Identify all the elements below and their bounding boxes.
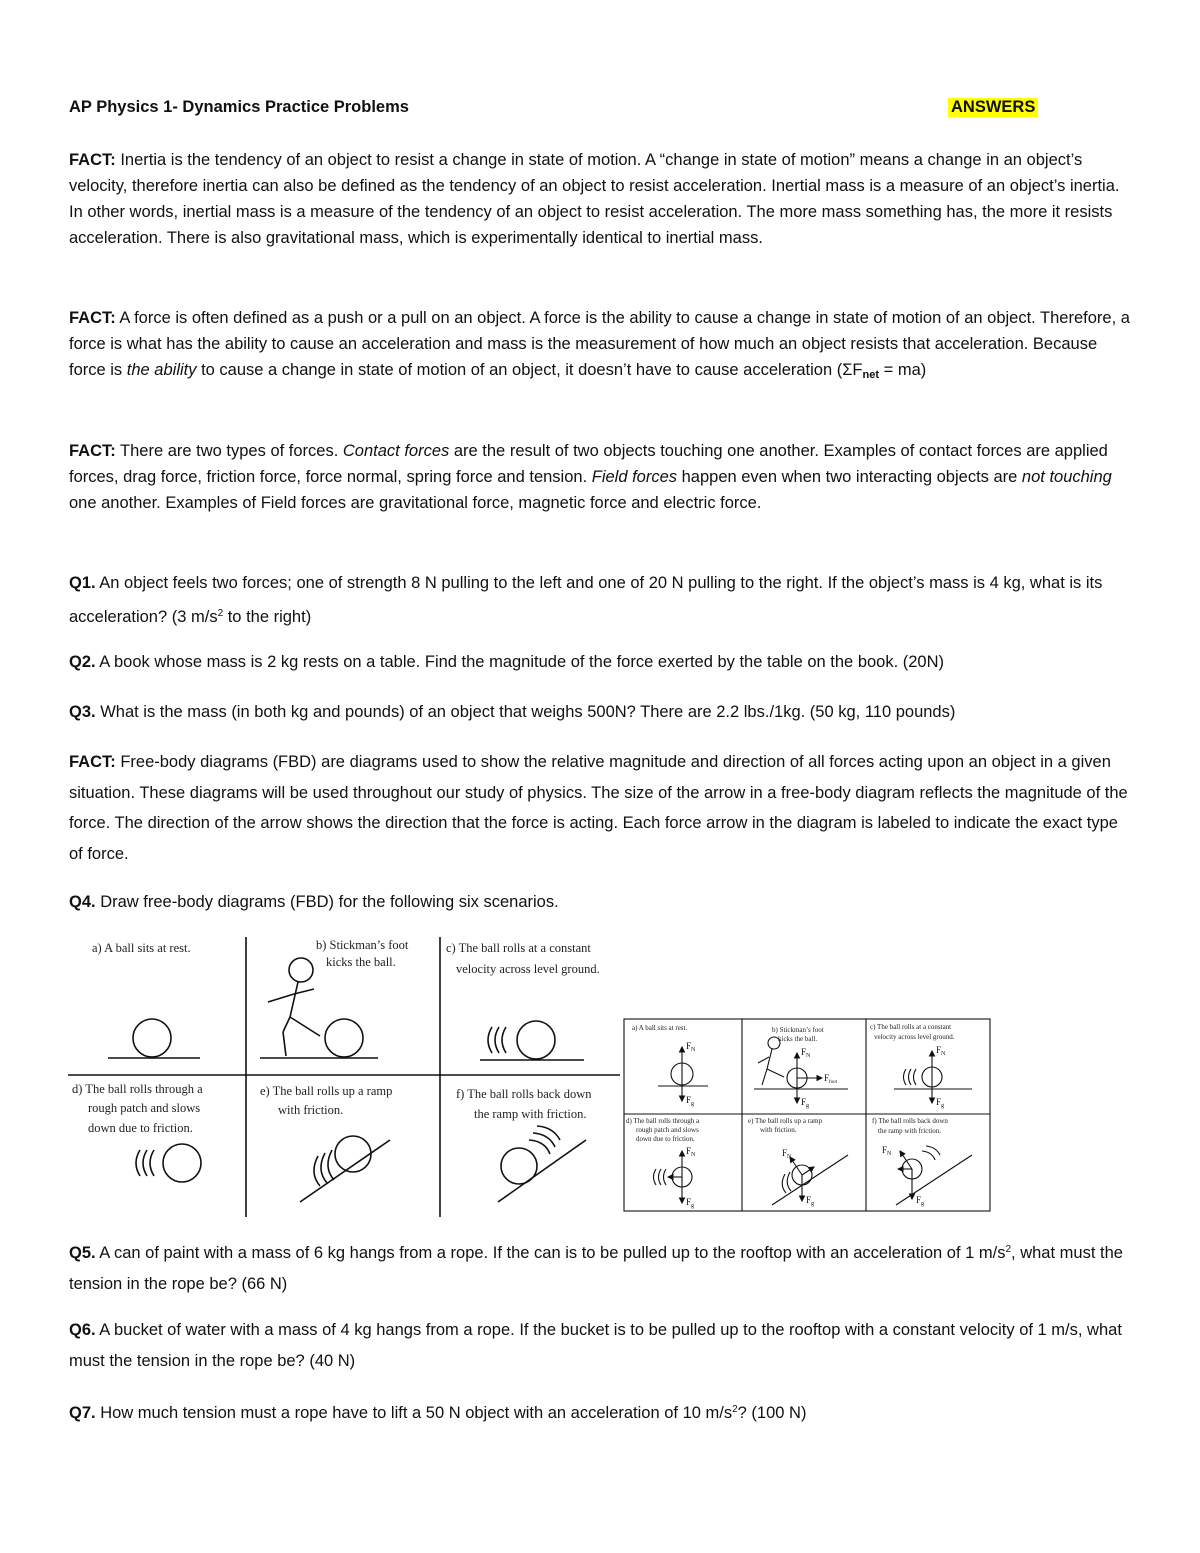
- document-title: AP Physics 1- Dynamics Practice Problems: [69, 98, 409, 116]
- question-4: [69, 889, 1131, 915]
- force-kick-label: F: [824, 1073, 830, 1083]
- svg-text:Fg: [916, 1195, 924, 1207]
- force-subscript: g: [811, 1201, 815, 1207]
- question-text: A book whose mass is 2 kg rests on a table. Find the magnitude of the force exerted by the table on the book. (20N): [95, 653, 945, 671]
- net-subscript: net: [862, 369, 880, 381]
- question-label: Q7.: [69, 1404, 96, 1422]
- force-subscript: N: [887, 1151, 892, 1157]
- force-gravity-label: F: [806, 1195, 812, 1205]
- scenario-c-label-line2: velocity across level ground.: [456, 962, 600, 976]
- question-text: A bucket of water with a mass of 4 kg hangs from a rope. If the bucket is to be pulled up to the rooftop with a constant velocity of 1 m/s, what must the tension in the rope be? (40 N): [69, 1321, 1122, 1370]
- svg-text:FN: [782, 1148, 792, 1160]
- question-text: An object feels two forces; one of strength 8 N pulling to the left and one of 20 N pulling to the right. If the object’s mass is 4 kg, what is its acceleration? (3 m/s: [69, 574, 1103, 626]
- fact-force: [69, 305, 1131, 388]
- superscript: 2: [732, 1404, 738, 1415]
- document-header: [69, 98, 1129, 126]
- force-subscript: g: [691, 1203, 695, 1209]
- fact-label: FACT:: [69, 753, 116, 771]
- superscript: 2: [217, 607, 224, 619]
- svg-text:Fg: [686, 1197, 694, 1209]
- question-label: Q3.: [69, 703, 96, 721]
- svg-text:FN: [686, 1146, 696, 1158]
- scenario-f-label-line2: the ramp with friction.: [474, 1107, 587, 1121]
- question-label: Q4.: [69, 893, 96, 911]
- answer-f-label-line1: f) The ball rolls back down: [872, 1117, 948, 1125]
- fact-text: Inertia is the tendency of an object to resist a change in state of motion. A “change in state of motion” means a change in an object’s velocity, therefore inertia can also be defined as the tendency of an object to resist acceleration. Inertial mass is a measure of an object’s inertia. In other words, inertial mass is a measure of the tendency of an object to resist acceleration. The more mass something has, the more it resists acceleration. There is also gravitational mass, which is experimentally identical to inertial mass.: [69, 151, 1120, 247]
- question-1: [69, 568, 1131, 632]
- svg-text:Ffoot: [824, 1073, 838, 1085]
- svg-text:FN: [882, 1145, 892, 1157]
- force-subscript: g: [806, 1103, 810, 1109]
- question-label: Q6.: [69, 1321, 96, 1339]
- force-normal-label: F: [782, 1148, 788, 1158]
- svg-text:FN: [801, 1047, 811, 1059]
- answer-d-label-line1: d) The ball rolls through a: [626, 1117, 700, 1125]
- scenario-f-label-line1: f) The ball rolls back down: [456, 1087, 592, 1101]
- svg-text:Fg: [936, 1097, 944, 1109]
- force-subscript: g: [941, 1103, 945, 1109]
- answers-highlight: ANSWERS: [948, 98, 1038, 117]
- svg-text:FN: [686, 1041, 696, 1053]
- fact-text: Free-body diagrams (FBD) are diagrams used to show the relative magnitude and direction of all forces acting upon an object in a given situation. These diagrams will be used throughout our study of physics. The size of the arrow in a free-body diagram reflects the magnitude of the force. The direction of the arrow shows the direction that the force is acting. Each force arrow in the diagram is labeled to indicate the exact type of force.: [69, 753, 1128, 863]
- fact-inertia: [69, 147, 1131, 251]
- question-text: A can of paint with a mass of 6 kg hangs from a rope. If the can is to be pulled up to the rooftop with an acceleration of 1 m/s: [95, 1244, 1006, 1262]
- answer-d-label-line3: down due to friction.: [636, 1135, 695, 1143]
- scenario-a-label: a) A ball sits at rest.: [92, 941, 191, 955]
- force-gravity-label: F: [686, 1095, 692, 1105]
- force-gravity-label: F: [686, 1197, 692, 1207]
- question-label: Q2.: [69, 653, 96, 671]
- question-7: [69, 1397, 1131, 1426]
- svg-text:Fg: [801, 1097, 809, 1109]
- fact-italic: the ability: [126, 361, 197, 379]
- fact-label: FACT:: [69, 151, 116, 169]
- fact-text: are the result of two objects touching one another. Examples of contact forces are applied forces, drag force, friction force, force normal, spring force and tension.: [69, 442, 1108, 486]
- fact-label: FACT:: [69, 442, 116, 460]
- answer-f-label-line2: the ramp with friction.: [878, 1127, 941, 1135]
- force-subscript: foot: [829, 1080, 838, 1085]
- force-normal-label: F: [801, 1047, 807, 1057]
- question-text: ? (100 N): [737, 1404, 807, 1422]
- force-gravity-label: F: [936, 1097, 942, 1107]
- answer-c-label-line2: velocity across level ground.: [874, 1033, 955, 1041]
- fact-text: one another. Examples of Field forces are gravitational force, magnetic force and electric force.: [69, 494, 762, 512]
- answer-e-label-line1: e) The ball rolls up a ramp: [748, 1117, 823, 1125]
- fact-text: to cause a change in state of motion of an object, it doesn’t have to cause acceleration (ΣF: [196, 361, 863, 379]
- fact-fbd: [69, 747, 1131, 869]
- question-2: [69, 649, 1131, 675]
- answer-b-label-line2: kicks the ball.: [778, 1035, 818, 1043]
- force-normal-label: F: [936, 1045, 942, 1055]
- force-subscript: N: [691, 1047, 696, 1053]
- force-gravity-label: F: [916, 1195, 922, 1205]
- answer-c-label-line1: c) The ball rolls at a constant: [870, 1023, 952, 1031]
- fact-italic: Field forces: [591, 468, 678, 486]
- scenario-b-label-line1: b) Stickman’s foot: [316, 938, 409, 952]
- scenarios-figure: [68, 932, 624, 1218]
- fact-text: happen even when two interacting objects are: [677, 468, 1022, 486]
- superscript: 2: [1005, 1244, 1012, 1255]
- scenario-e-label-line2: with friction.: [278, 1103, 344, 1117]
- svg-text:Fg: [806, 1195, 814, 1207]
- fact-label: FACT:: [69, 309, 116, 327]
- scenario-e-label-line1: e) The ball rolls up a ramp: [260, 1084, 393, 1098]
- answer-e-label-line2: with friction.: [760, 1126, 797, 1134]
- force-normal-label: F: [882, 1145, 888, 1155]
- fact-text: There are two types of forces.: [115, 442, 343, 460]
- question-text: What is the mass (in both kg and pounds) of an object that weighs 500N? There are 2.2 lbs./1kg. (50 kg, 110 pounds): [95, 703, 956, 721]
- answer-fbd-figure: [622, 1017, 992, 1213]
- force-subscript: N: [941, 1051, 946, 1057]
- question-label: Q1.: [69, 574, 96, 592]
- scenario-d-label-line1: d) The ball rolls through a: [72, 1082, 203, 1096]
- fact-text: A force is often defined as a push or a pull on an object. A force is the ability to cause a change in state of motion of an object. Therefore, a force is what has the ability to cause an acceleration and mass is the measurement of how much an object resists that acceleration. Because force is: [69, 309, 1130, 379]
- force-subscript: N: [787, 1154, 792, 1160]
- answer-d-label-line2: rough patch and slows: [636, 1126, 699, 1134]
- scenario-b-label-line2: kicks the ball.: [326, 955, 396, 969]
- question-text: How much tension must a rope have to lift a 50 N object with an acceleration of 10 m/s: [95, 1404, 733, 1422]
- question-label: Q5.: [69, 1244, 96, 1262]
- answer-a-label: a) A ball sits at rest.: [632, 1024, 688, 1032]
- scenario-d-label-line3: down due to friction.: [88, 1121, 193, 1135]
- question-5: [69, 1235, 1131, 1299]
- question-text: Draw free-body diagrams (FBD) for the following six scenarios.: [95, 893, 559, 911]
- question-6: [69, 1315, 1131, 1376]
- force-normal-label: F: [686, 1146, 692, 1156]
- force-normal-label: F: [686, 1041, 692, 1051]
- force-subscript: g: [691, 1101, 695, 1107]
- force-subscript: N: [806, 1053, 811, 1059]
- force-subscript: N: [691, 1152, 696, 1158]
- fact-italic: Contact forces: [342, 442, 450, 460]
- answer-b-label-line1: b) Stickman’s foot: [772, 1026, 824, 1034]
- question-3: [69, 699, 1131, 725]
- svg-text:Fg: [686, 1095, 694, 1107]
- fact-force-types: [69, 438, 1131, 516]
- scenario-d-label-line2: rough patch and slows: [88, 1101, 201, 1115]
- force-gravity-label: F: [801, 1097, 807, 1107]
- question-text: to the right): [223, 607, 312, 626]
- fact-text: = ma): [879, 361, 927, 379]
- svg-text:FN: [936, 1045, 946, 1057]
- fact-italic: not touching: [1021, 468, 1112, 486]
- question-text: , what must the tension in the rope be? (66 N): [69, 1244, 1123, 1293]
- scenario-c-label-line1: c) The ball rolls at a constant: [446, 941, 591, 955]
- force-subscript: g: [921, 1201, 925, 1207]
